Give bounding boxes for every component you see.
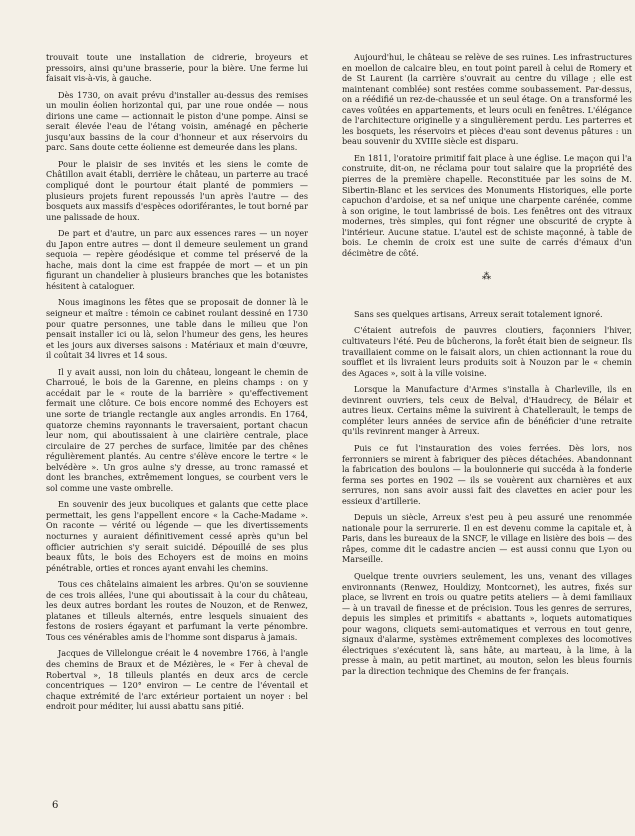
paragraph: Sans ses quelques artisans, Arreux serait totalement ignoré. [354,308,603,319]
paragraph: Pour le plaisir de ses invités et les siens le comte de Châtillon avait établi, derrière le château, un parterre au tracé compliqué dont le pourtour était planté de pommiers — plusieurs projets furent repoussés l'un après l'autre — des bosquets aux massifs d'espèces odoriférantes, le tout borné par une palissade de houx. [46,158,308,222]
paragraph: Lorsque la Manufacture d'Armes s'installa à Charleville, ils en devinrent ouvriers, tels ceux de Belval, d'Haudrecy, de Bélair et autres lieux. Certains même la suivirent à Chatellerault, le temps de compléter leurs années de service afin de bénéficier d'une retraite qu'ils revinrent manger à Arreux. [342,384,632,437]
paragraph: Dès 1730, on avait prévu d'installer au-dessus des remises un moulin éolien horizontal qui, par une roue ondée — nous dirions une came — actionnait le piston d'une pompe. Ainsi se serait élevée l'eau de l'étang voisin, aménagé en pêcherie jusqu'aux bassins de la cour d'honneur et aux réservoirs du parc. Sans doute cette éolienne est demeurée dans les plans. [46,89,308,153]
spacer [342,297,632,309]
paragraph: Depuis un siècle, Arreux s'est peu à peu assuré une renommée nationale pour la serrurerie. Il en est devenu comme la capitale et, à Paris, dans les bureaux de la SNCF, le village en lisière des bois — des râpes, comme dit le cadastre ancien — est aussi connu que Lyon ou Marseille. [342,512,632,565]
paragraph: En 1811, l'oratoire primitif fait place à une église. Le maçon qui l'a construite, dit-on, ne réclama pour tout salaire que la propriété des pierres de la première chapelle. Reconstituée par les soins de M. Sibertin-Blanc et les services des Monuments Historiques, elle porte capuchon d'ardoise, et sa nef unique une charpente carénée, comme à son origine, le tout lambrissé de bois. Les fenêtres ont des vitraux modernes, très simples, qui font régner une obscurité de crypte à l'intérieur. Aucune statue. L'autel est de schiste maçonné, à table de bois. Le chemin de croix est une suite de carrés d'émaux d'un décimètre de côté. [342,152,632,258]
paragraph: De part et d'autre, un parc aux essences rares — un noyer du Japon entre autres — dont il demeure seulement un grand sequoia — repère géodésique et comme tel préservé de la hache, mais dont la cime est frappée de mort — et un pin figurant un chandelier à plusieurs branches que les botanistes hésitent à cataloguer. [46,228,308,291]
paragraph: En souvenir des jeux bucoliques et galants que cette place permettait, les gens l'appellent encore « la Cache-Madame ». On raconte — vérité ou légende — que les divertissements nocturnes y auraient définitivement cessé après qu'un bel officier autrichien s'y serait suicidé. Dépouillé de ses plus beaux fûts, le bois des Echoyers est de moins en moins pénétrable, orties et ronces ayant envahi les chemins. [46,499,308,573]
paragraph: Tous ces châtelains aimaient les arbres. Qu'on se souvienne de ces trois allées, l'une qui aboutissait à la cour du château, les deux autres bordant les routes de Nouzon, et de Renwez, platanes et tilleuls alternés, entre lesquels sinuaient des festons de rosiers égayant et parfumant la verte pénombre. Tous ces vénérables amis de l'homme sont disparus à jamais. [46,579,308,642]
left-column [46,52,308,718]
paragraph: Puis ce fut l'instauration des voies ferrées. Dès lors, nos ferronniers se mirent à fabriquer des pièces détachées. Abandonnant la fabrication des boulons — la boulonnerie qui succéda à la fonderie ferma ses portes en 1902 — ils se vouèrent aux charnières et aux serrures, non sans avoir aussi fait des clavettes en acier pour les essieux d'artillerie. [342,442,632,506]
paragraph: Jacques de Villelongue créait le 4 novembre 1766, à l'angle des chemins de Braux et de Mézières, le « Fer à cheval de Robertval », 18 tilleuls plantés en deux arcs de cercle concentriques — 120° environ — Le centre de l'éventail et chaque extrémité de l'arc extérieur portaient un noyer : bel endroit pour méditer, lui aussi abattu sans pitié. [46,648,308,712]
section-separator: ⁂ [482,272,492,283]
paragraph: Aujourd'hui, le château se relève de ses ruines. Les infrastructures en moellon de calcaire bleu, en tout point pareil à celui de Romery et de St Laurent (la carrière s'ouvrait au centre du village ; elle est maintenant comblée) sont restées comme soubassement. Par-dessus, on a réédifié un rez-de-chaussée et un seul étage. On a transformé les caves voûtées en appartements, et leurs oculi en fenêtres. L'élégance de l'architecture originelle y a singulièrement perdu. Les parterres et les bosquets, les réservoirs et pièces d'eau sont devenus pâtures : un beau souvenir du XVIIIe siècle est disparu. [342,52,632,147]
paragraph: Quelque trente ouvriers seulement, les uns, venant des villages environnants (Renwez, Houldizy, Montcornet), les autres, fixés sur place, se livrent en trois ou quatre petits ateliers — à demi familiaux — à un travail de finesse et de précision. Tous les genres de serrures, depuis les simples et primitifs « abattants », loquets automatiques pour wagons, cliquets semi-automatiques et verrous en tout genre, signaux d'alarme, systèmes extrêmement complexes des locomotives électriques s'exécutent là, sans hâte, au marteau, à la lime, à la presse à main, au petit martinet, au mouton, selon les bleus fournis par la direction technique des Chemins de fer français. [342,570,632,676]
page-number: 6 [52,800,59,811]
paragraph: Il y avait aussi, non loin du château, longeant le chemin de Charroué, le bois de la Garenne, en pleins champs : on y accédait par le « route de la barrière » qu'effectivement fermait une clôture. Ce bois encore nommé des Echoyers est une sorte de triangle rectangle aux angles arrondis. En 1764, quatorze chemins rayonnants le traversaient, portant chacun leur nom, qui aboutissaient à une clairière centrale, place circulaire de 27 perches de surface, limitée par des chênes régulièrement plantés. Au centre s'élève encore le tertre « le belvédère ». Un gros aulne s'y dresse, au tronc ramassé et dont les branches, extrêmement longues, se courbent vers le sol comme une vaste ombrelle. [46,366,308,493]
paragraph: Nous imaginons les fêtes que se proposait de donner là le seigneur et maître : témoin ce cabinet roulant dessiné en 1730 pour quatre personnes, une table dans le milieu que l'on pensait installer ici ou là, selon l'humeur des gens, les heures et les jours aux diverses saisons : Matériaux et main d'œuvre, il coûtait 34 livres et 14 sous. [46,297,308,361]
paragraph: C'étaient autrefois de pauvres cloutiers, façonniers l'hiver, cultivateurs l'été. Peu de bûcherons, la forêt était bien de seigneur. Ils travaillaient comme on le faisait alors, un chien actionnant la roue du soufflet et ils livraient leurs produits soit à Nouzon par le « chemin des Agaces », soit à la ville voisine. [342,325,632,378]
paragraph: trouvait toute une installation de cidrerie, broyeurs et pressoirs, ainsi qu'une brasserie, pour la bière. Une ferme lui faisait vis-à-vis, à gauche. [46,52,308,84]
right-column [342,52,632,682]
